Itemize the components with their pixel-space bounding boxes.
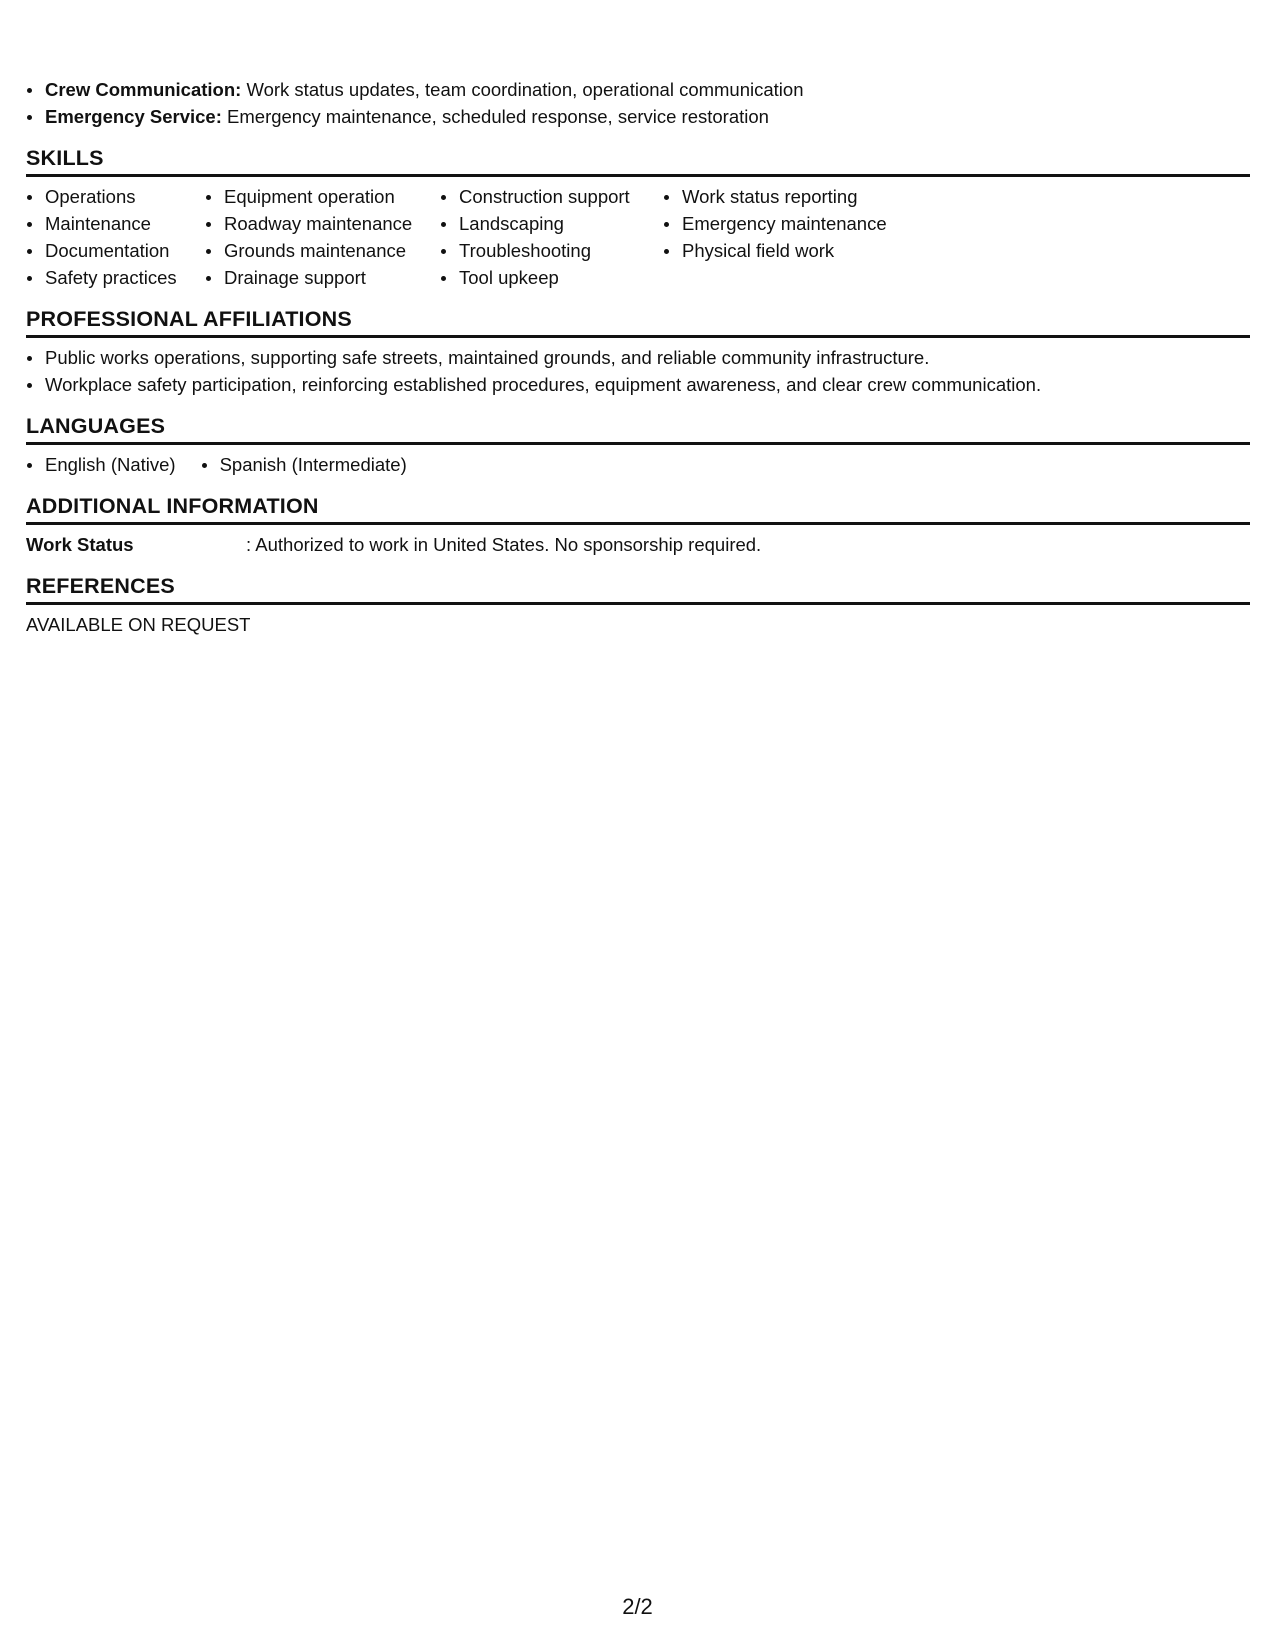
skill-item: Safety practices — [26, 264, 182, 291]
skill-item: Documentation — [26, 237, 182, 264]
competency-label: Crew Communication: — [45, 79, 242, 100]
resume-page — [26, 76, 1250, 638]
section-title: ADDITIONAL INFORMATION — [26, 493, 1250, 525]
skills-column — [440, 183, 640, 291]
section-title: PROFESSIONAL AFFILIATIONS — [26, 306, 1250, 338]
skill-item: Emergency maintenance — [663, 210, 887, 237]
language-item: English (Native) — [26, 451, 176, 478]
languages-section — [26, 413, 1250, 478]
language-item: Spanish (Intermediate) — [201, 451, 407, 478]
section-title: LANGUAGES — [26, 413, 1250, 445]
affiliations-section — [26, 306, 1250, 398]
section-title: SKILLS — [26, 145, 1250, 177]
skill-item: Work status reporting — [663, 183, 887, 210]
skill-item: Grounds maintenance — [205, 237, 417, 264]
skill-item: Construction support — [440, 183, 640, 210]
skill-item: Maintenance — [26, 210, 182, 237]
competency-text: Work status updates, team coordination, operational communication — [241, 79, 804, 100]
skill-item: Landscaping — [440, 210, 640, 237]
skills-column — [663, 183, 887, 291]
list-item — [26, 76, 1250, 103]
skill-item: Tool upkeep — [440, 264, 640, 291]
competency-text: Emergency maintenance, scheduled response, service restoration — [221, 106, 769, 127]
info-value: : Authorized to work in United States. No sponsorship required. — [246, 534, 762, 555]
page-number: 2/2 — [622, 1594, 653, 1619]
additional-info-section — [26, 493, 1250, 558]
info-row — [26, 531, 1250, 558]
competency-list — [26, 76, 1250, 130]
affiliations-list — [26, 344, 1250, 398]
skills-column — [205, 183, 417, 291]
info-label: Work Status — [26, 534, 134, 555]
skill-item: Roadway maintenance — [205, 210, 417, 237]
list-item — [26, 103, 1250, 130]
skill-item: Operations — [26, 183, 182, 210]
skills-column — [26, 183, 182, 291]
list-item: Public works operations, supporting safe streets, maintained grounds, and reliable community infrastructure. — [26, 344, 1250, 371]
languages-list — [26, 451, 1250, 478]
skill-item: Equipment operation — [205, 183, 417, 210]
skill-item: Troubleshooting — [440, 237, 640, 264]
references-text: AVAILABLE ON REQUEST — [26, 614, 251, 635]
skill-item: Physical field work — [663, 237, 887, 264]
skills-section — [26, 145, 1250, 291]
competency-label: Emergency Service: — [45, 106, 222, 127]
list-item: Workplace safety participation, reinforcing established procedures, equipment awareness, and clear crew communication. — [26, 371, 1250, 398]
skills-grid — [26, 183, 1250, 291]
skill-item: Drainage support — [205, 264, 417, 291]
references-section — [26, 573, 1250, 638]
section-title: REFERENCES — [26, 573, 1250, 605]
